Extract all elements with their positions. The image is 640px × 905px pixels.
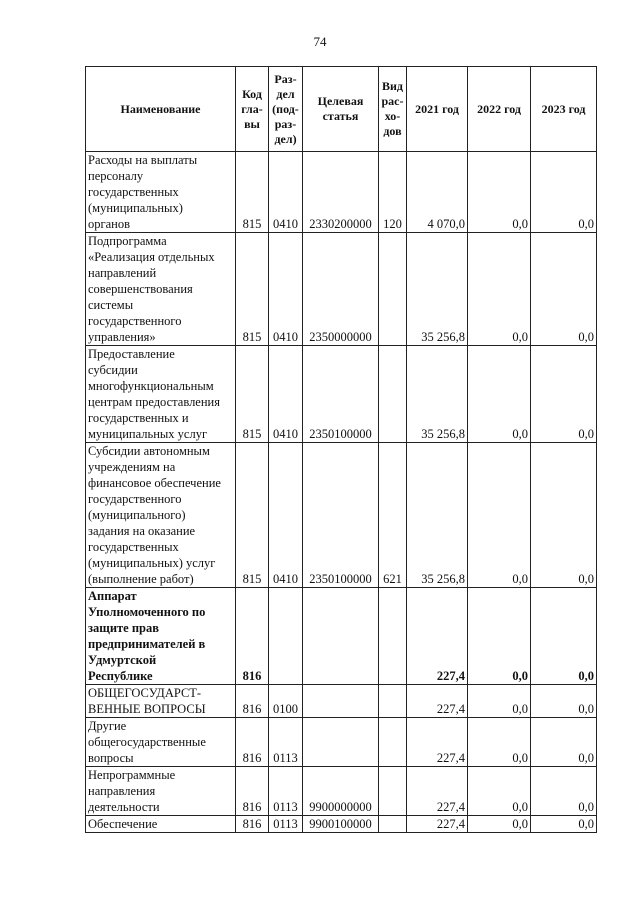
cell-section: 0100	[269, 685, 303, 718]
cell-target-item	[303, 685, 379, 718]
cell-name: Обеспечение	[86, 816, 236, 833]
cell-chapter-code: 815	[236, 233, 269, 346]
table-row	[86, 767, 597, 816]
cell-name: Другие общегосударственные вопросы	[86, 718, 236, 767]
table-row	[86, 443, 597, 588]
cell-2022: 0,0	[468, 685, 531, 718]
cell-chapter-code: 815	[236, 152, 269, 233]
cell-2023: 0,0	[531, 718, 597, 767]
cell-name: Подпрограмма «Реализация отдельных направлений совершенствования системы государственного управления»	[86, 233, 236, 346]
cell-2023: 0,0	[531, 816, 597, 833]
cell-2022: 0,0	[468, 767, 531, 816]
header-section: Раз- дел (под- раз- дел)	[269, 67, 303, 152]
cell-chapter-code: 816	[236, 767, 269, 816]
cell-name: Субсидии автономным учреждениям на финансовое обеспечение государственного (муниципального) задания на оказание государственных (муниципальных) услуг (выполнение работ)	[86, 443, 236, 588]
cell-expense-type	[379, 588, 407, 685]
cell-section	[269, 588, 303, 685]
table-row	[86, 152, 597, 233]
budget-table	[85, 66, 597, 833]
header-name: Наименование	[86, 67, 236, 152]
cell-name: Непрограммные направления деятельности	[86, 767, 236, 816]
table-row	[86, 346, 597, 443]
cell-target-item	[303, 588, 379, 685]
cell-2022: 0,0	[468, 588, 531, 685]
cell-2023: 0,0	[531, 346, 597, 443]
page-number: 74	[313, 34, 327, 49]
table-row	[86, 718, 597, 767]
cell-target-item: 9900100000	[303, 816, 379, 833]
cell-chapter-code: 816	[236, 816, 269, 833]
cell-expense-type: 621	[379, 443, 407, 588]
cell-2021: 35 256,8	[407, 233, 468, 346]
cell-expense-type	[379, 767, 407, 816]
header-target-item: Целевая статья	[303, 67, 379, 152]
cell-2023: 0,0	[531, 443, 597, 588]
cell-target-item: 2330200000	[303, 152, 379, 233]
cell-name: Предоставление субсидии многофункциональным центрам предоставления государственных и муниципальных услуг	[86, 346, 236, 443]
cell-chapter-code: 816	[236, 685, 269, 718]
table-body	[86, 152, 597, 833]
table-row	[86, 588, 597, 685]
cell-target-item: 2350100000	[303, 346, 379, 443]
cell-2023: 0,0	[531, 233, 597, 346]
cell-2022: 0,0	[468, 718, 531, 767]
cell-2022: 0,0	[468, 233, 531, 346]
cell-target-item: 2350100000	[303, 443, 379, 588]
table-row	[86, 816, 597, 833]
header-2021: 2021 год	[407, 67, 468, 152]
cell-2021: 35 256,8	[407, 346, 468, 443]
cell-name: Аппарат Уполномоченного по защите прав предпринимателей в Удмуртской Республике	[86, 588, 236, 685]
cell-section: 0410	[269, 233, 303, 346]
cell-2022: 0,0	[468, 152, 531, 233]
cell-2023: 0,0	[531, 152, 597, 233]
cell-2021: 4 070,0	[407, 152, 468, 233]
cell-2021: 227,4	[407, 588, 468, 685]
cell-2021: 35 256,8	[407, 443, 468, 588]
table-row	[86, 685, 597, 718]
cell-section: 0113	[269, 816, 303, 833]
cell-expense-type: 120	[379, 152, 407, 233]
cell-name: ОБЩЕГОСУДАРСТ- ВЕННЫЕ ВОПРОСЫ	[86, 685, 236, 718]
cell-2022: 0,0	[468, 346, 531, 443]
table-header-row	[86, 67, 597, 152]
cell-chapter-code: 815	[236, 443, 269, 588]
cell-target-item: 9900000000	[303, 767, 379, 816]
cell-target-item	[303, 718, 379, 767]
cell-chapter-code: 815	[236, 346, 269, 443]
cell-section: 0410	[269, 152, 303, 233]
cell-2022: 0,0	[468, 816, 531, 833]
cell-expense-type	[379, 816, 407, 833]
cell-2021: 227,4	[407, 767, 468, 816]
cell-2022: 0,0	[468, 443, 531, 588]
cell-section: 0410	[269, 346, 303, 443]
cell-section: 0113	[269, 718, 303, 767]
header-chapter-code: Код гла- вы	[236, 67, 269, 152]
cell-target-item: 2350000000	[303, 233, 379, 346]
cell-2021: 227,4	[407, 685, 468, 718]
cell-expense-type	[379, 718, 407, 767]
cell-expense-type	[379, 233, 407, 346]
table-row	[86, 233, 597, 346]
cell-2021: 227,4	[407, 816, 468, 833]
cell-expense-type	[379, 685, 407, 718]
cell-2023: 0,0	[531, 767, 597, 816]
cell-2023: 0,0	[531, 588, 597, 685]
cell-2023: 0,0	[531, 685, 597, 718]
cell-name: Расходы на выплаты персоналу государственных (муниципальных) органов	[86, 152, 236, 233]
cell-chapter-code: 816	[236, 588, 269, 685]
cell-chapter-code: 816	[236, 718, 269, 767]
cell-expense-type	[379, 346, 407, 443]
header-2022: 2022 год	[468, 67, 531, 152]
cell-section: 0410	[269, 443, 303, 588]
header-expense-type: Вид рас- хо- дов	[379, 67, 407, 152]
cell-2021: 227,4	[407, 718, 468, 767]
cell-section: 0113	[269, 767, 303, 816]
header-2023: 2023 год	[531, 67, 597, 152]
